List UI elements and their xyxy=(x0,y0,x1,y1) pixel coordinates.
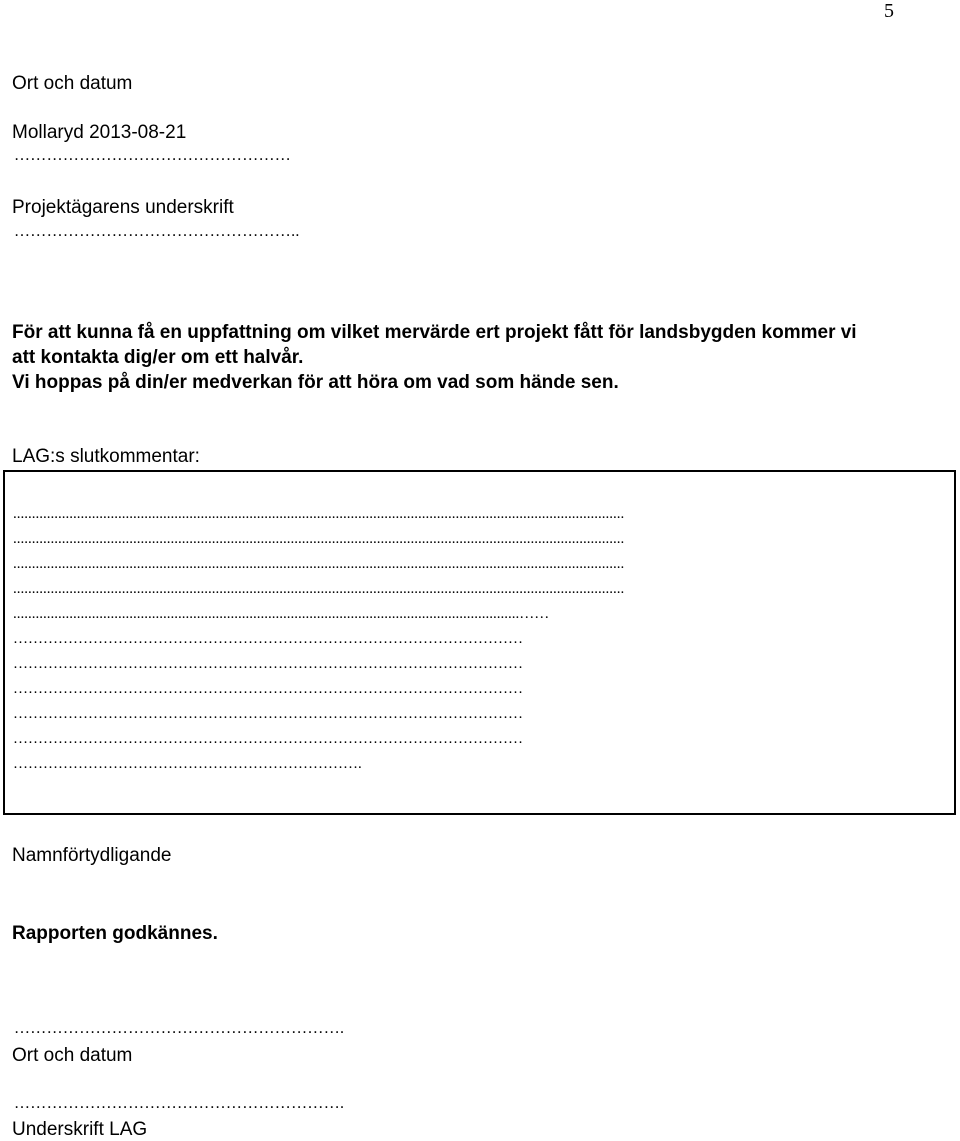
info-paragraph-line-2: att kontakta dig/er om ett halvår. xyxy=(12,347,304,368)
comment-line: ………………………………………………………………………………………… xyxy=(13,631,523,647)
comment-line: ………………………………………………………………………………………… xyxy=(13,681,523,697)
owner-signature-label: Projektägarens underskrift xyxy=(12,197,234,218)
comment-line: ………………………………………………………………………………………… xyxy=(13,706,523,722)
lag-comment-box xyxy=(3,470,956,815)
signature-dots-line: ……………………………………………………. xyxy=(14,1020,345,1037)
place-date-label: Ort och datum xyxy=(12,1045,133,1066)
place-date-value: Mollaryd 2013-08-21 xyxy=(12,122,187,143)
comment-line: ................................................................................................................................................................... xyxy=(13,581,625,597)
lag-comment-label: LAG:s slutkommentar: xyxy=(12,446,200,467)
lag-signature-label: Underskrift LAG xyxy=(12,1119,148,1140)
page-number: 5 xyxy=(884,0,894,22)
place-date-label: Ort och datum xyxy=(12,73,133,94)
info-paragraph-line-3: Vi hoppas på din/er medverkan för att höra om vad som hände sen. xyxy=(12,372,619,393)
comment-line: ………………………………………………………………………………………… xyxy=(13,656,523,672)
comment-line: .......................................................................................................................................…… xyxy=(13,606,550,622)
comment-line: ................................................................................................................................................................... xyxy=(13,506,625,522)
signature-dots-line: …………………………………………….. xyxy=(14,223,300,240)
signature-dots-line: …………………………………………… xyxy=(14,147,292,164)
name-clarification-label: Namnförtydligande xyxy=(12,845,172,866)
comment-line: ………………………………………………………………………………………… xyxy=(13,731,523,747)
signature-dots-line: ……………………………………………………. xyxy=(14,1095,345,1112)
comment-line: ................................................................................................................................................................... xyxy=(13,556,625,572)
comment-line: ................................................................................................................................................................... xyxy=(13,531,625,547)
info-paragraph-line-1: För att kunna få en uppfattning om vilket mervärde ert projekt fått för landsbygden kommer vi xyxy=(12,322,857,343)
comment-line: ……………………………………………………………. xyxy=(13,756,362,772)
approval-heading: Rapporten godkännes. xyxy=(12,923,218,944)
